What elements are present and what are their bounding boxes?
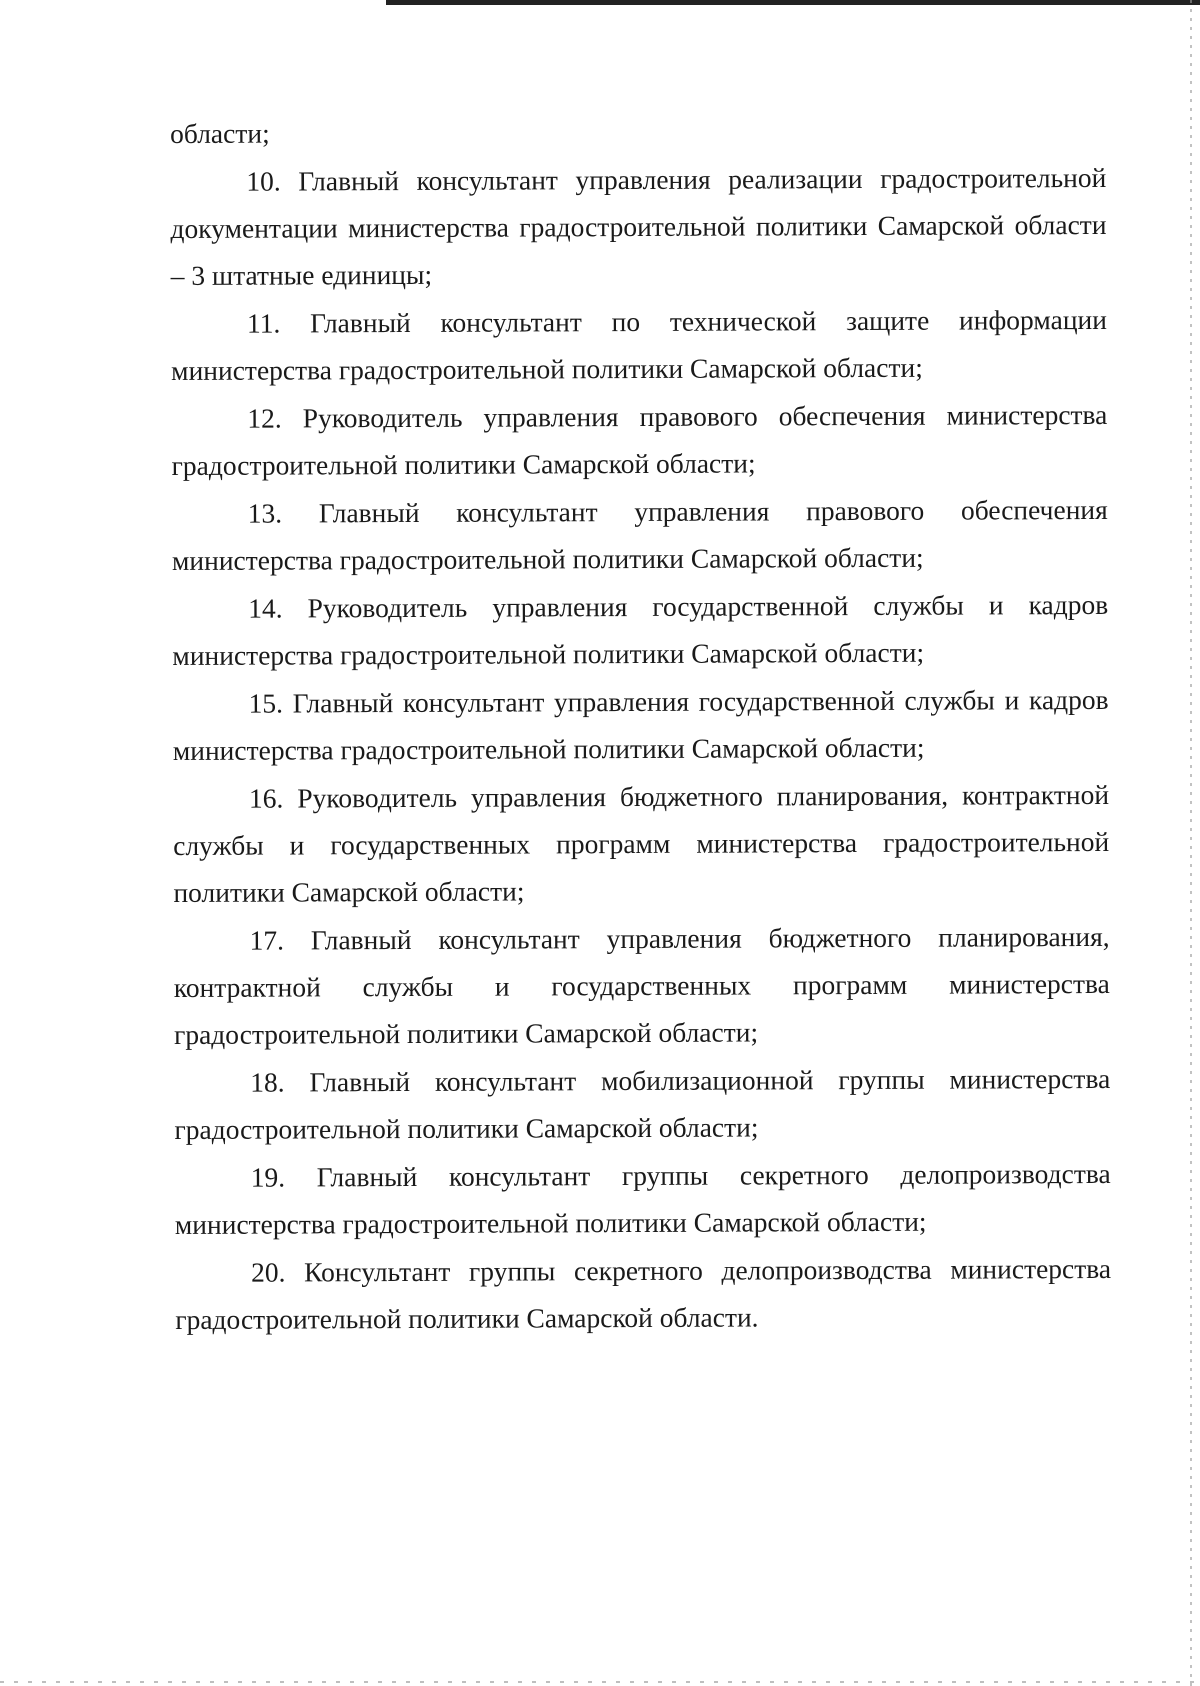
continuation-text: области; — [170, 117, 270, 149]
list-item-11: 11. Главный консультант по технической защите информации министерства градостроительной политики Самарской области; — [171, 303, 1107, 386]
document-body — [170, 106, 1111, 1344]
list-item-13: 13. Главный консультант управления правового обеспечения министерства градостроительной политики Самарской области; — [171, 493, 1108, 576]
list-item-10: 10. Главный консультант управления реализации градостроительной документации министерства градостроительной политики Самарской области – 3 штатные единицы; — [170, 161, 1107, 291]
list-item-20: 20. Консультант группы секретного делопроизводства министерства градостроительной политики Самарской области. — [175, 1252, 1112, 1335]
list-item-18: 18. Главный консультант мобилизационной группы министерства градостроительной политики Самарской области; — [174, 1062, 1111, 1145]
list-item-19: 19. Главный консультант группы секретного делопроизводства министерства градостроительной политики Самарской области; — [174, 1157, 1111, 1240]
list-item-12: 12. Руководитель управления правового обеспечения министерства градостроительной политики Самарской области; — [171, 398, 1108, 481]
list-item-17: 17. Главный консультант управления бюджетного планирования, контрактной службы и государственных программ министерства градостроительной политики Самарской области; — [173, 920, 1110, 1050]
scan-top-border — [386, 0, 1200, 5]
scan-bottom-edge — [0, 1681, 1200, 1683]
scan-right-edge — [1190, 0, 1192, 1686]
list-item-15: 15. Главный консультант управления государственной службы и кадров министерства градостроительной политики Самарской области; — [172, 683, 1109, 766]
list-item-14: 14. Руководитель управления государственной службы и кадров министерства градостроительной политики Самарской области; — [172, 588, 1109, 671]
list-item-16: 16. Руководитель управления бюджетного планирования, контрактной службы и государственных программ министерства градостроительной политики Самарской области; — [173, 778, 1110, 908]
